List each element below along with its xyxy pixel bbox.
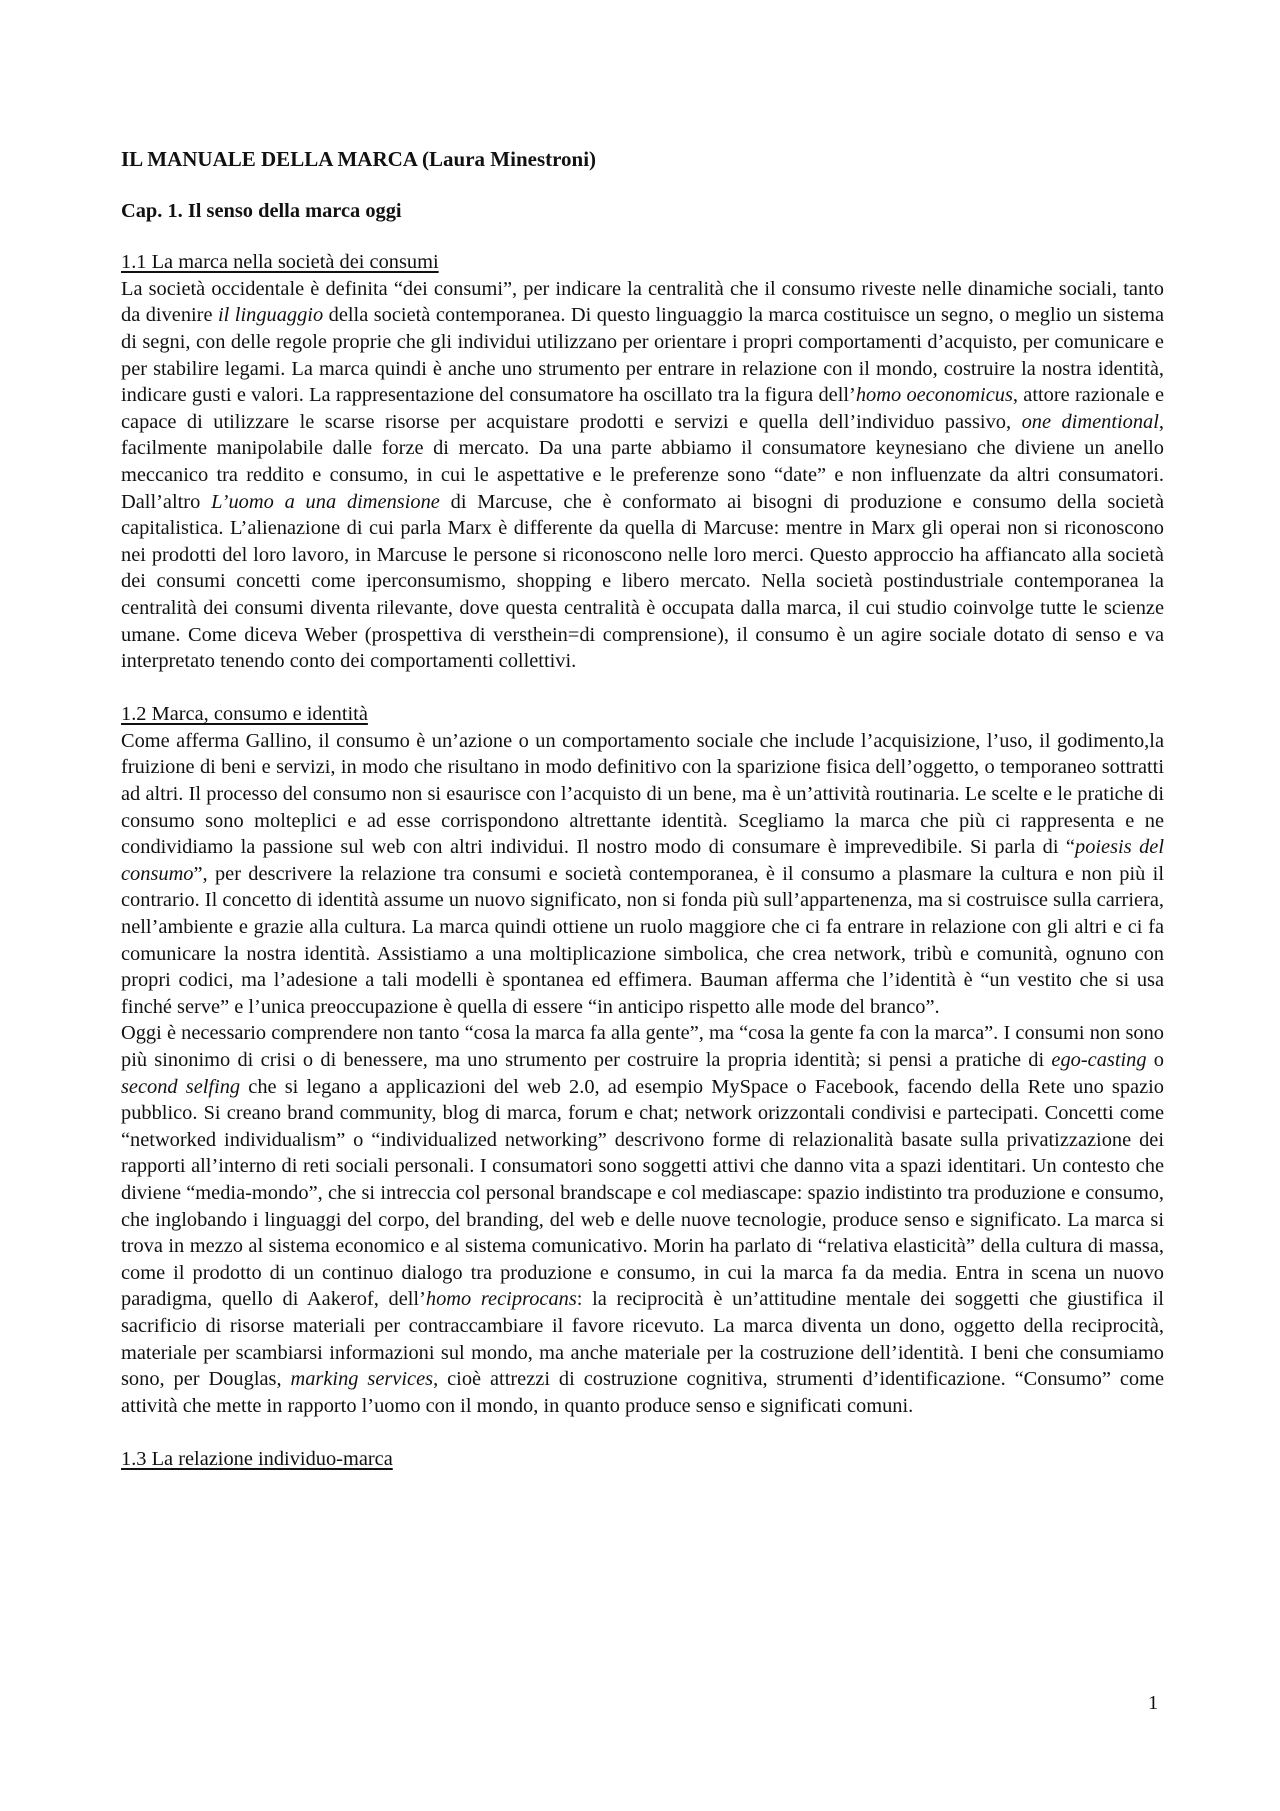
section-heading-1-3: 1.3 La relazione individuo-marca: [121, 1447, 393, 1470]
section-heading-1-2: 1.2 Marca, consumo e identità: [121, 703, 368, 726]
page-content: [121, 146, 1164, 1473]
text-run: : la reciprocità è un’attitudine mentale dei soggetti che giustifica il sacrificio di risorse materiali per contraccambiare il favore ricevuto. La marca diventa un dono, oggetto della reciprocità, materiale per scambiarsi informazioni sul mondo, ma anche materiale per la costruzione dell’identità. I beni che consumiamo sono, per Douglas,: [121, 1288, 1164, 1391]
chapter-title: Cap. 1. Il senso della marca oggi: [121, 199, 402, 222]
spacer: [121, 675, 1164, 702]
italic-term: il linguaggio: [218, 304, 324, 327]
text-run: La società occidentale è definita “dei consumi”, per indicare la centralità che il consumo riveste nelle dinamiche sociali, tanto da divenire: [121, 277, 1164, 327]
text-run: , cioè attrezzi di costruzione cognitiva, strumenti d’identificazione. “Consumo” come attività che mette in rapporto l’uomo con il mondo, in quanto produce senso e significati comuni.: [121, 1368, 1164, 1417]
italic-term: marking services: [290, 1368, 434, 1391]
section-1-1-paragraph: [121, 276, 1164, 675]
document-title: IL MANUALE DELLA MARCA (Laura Minestroni): [121, 147, 597, 171]
italic-term: one dimentional: [1021, 410, 1159, 433]
text-run: di Marcuse, che è conformato ai bisogni di produzione e consumo della società capitalistica. L’alienazione di cui parla Marx è differente da quella di Marcuse: mentre in Marx gli operai non si riconoscono nei prodotti del loro lavoro, in Marcuse le persone si riconoscono nelle loro merci. Questo approccio ha affiancato alla società dei consumi concetti come iperconsumismo, shopping e libero mercato. Nella società postindustriale contemporanea la centralità dei consumi diventa rilevante, dove questa centralità è occupata dalla marca, il cui studio coinvolge tutte le scienze umane. Come diceva Weber (prospettiva di versthein=di comprensione), il consumo è un agire sociale dotato di senso e va interpretato tenendo conto dei comportamenti collettivi.: [121, 490, 1164, 673]
italic-term: poiesis del consumo: [121, 836, 1164, 885]
spacer: [121, 1419, 1164, 1446]
section-heading-1-1: 1.1 La marca nella società dei consumi: [121, 251, 439, 274]
text-run: o: [1146, 1049, 1164, 1071]
italic-term: ego-casting: [1051, 1049, 1147, 1071]
text-run: che si legano a applicazioni del web 2.0, ad esempio MySpace o Facebook, facendo della Rete uno spazio pubblico. Si creano brand community, blog di marca, forum e chat; network orizzontali condivisi e partecipati. Concetti come “networked individualism” o “individualized networking” descrivono forme di relazionalità basate sulla privatizzazione dei rapporti all’interno di reti sociali personali. I consumatori sono soggetti attivi che danno vita a spazi identitari. Un contesto che diviene “media-mondo”, che si intreccia col personal brandscape e col mediascape: spazio indistinto tra produzione e consumo, che inglobando i linguaggi del corpo, del branding, del web e delle nuove tecnologie, produce senso e significato. La marca si trova in mezzo al sistema economico e al sistema comunicativo. Morin ha parlato di “relativa elasticità” della cultura di massa, come il prodotto di un continuo dialogo tra produzione e consumo, in cui la marca fa da media. Entra in scena un nuovo paradigma, quello di Aakerof, dell’: [121, 1075, 1164, 1311]
section-1-2-paragraph-2: [121, 1020, 1164, 1419]
italic-term: second selfing: [121, 1075, 241, 1098]
text-run: Oggi è necessario comprendere non tanto “cosa la marca fa alla gente”, ma “cosa la gente fa con la marca”. I consumi non sono più sinonimo di crisi o di benessere, ma uno strumento per costruire la propria identità; si pensi a pratiche di: [121, 1022, 1164, 1071]
italic-term: L’uomo a una dimensione: [211, 490, 440, 513]
italic-term: homo oeconomicus: [855, 384, 1013, 407]
page-number: 1: [1148, 1692, 1159, 1714]
italic-term: homo reciprocans: [425, 1288, 577, 1311]
text-run: , facilmente manipolabile dalle forze di mercato. Da una parte abbiamo il consumatore keynesiano che diviene un anello meccanico tra reddito e consumo, in cui le aspettative e le preferenze sono “date” e non influenzate da altri consumatori. Dall’altro: [121, 410, 1165, 513]
text-run: , attore razionale e capace di utilizzare le scarse risorse per acquistare prodotti e servizi e quella dell’individuo passivo,: [121, 384, 1164, 433]
text-run: Come afferma Gallino, il consumo è un’azione o un comportamento sociale che include l’acquisizione, l’uso, il godimento,la fruizione di beni e servizi, in modo che risultano in modo definitivo con la sparizione fisica dell’oggetto, o temporaneo sottratti ad altri. Il processo del consumo non si esaurisce con l’acquisto di un bene, ma è un’attività routinaria. Le scelte e le pratiche di consumo sono molteplici e ad esse corrispondono altrettante identità. Scegliamo la marca che più ci rappresenta e ne condividiamo la passione sul web con altri individui. Il nostro modo di consumare è imprevedibile. Si parla di “: [121, 729, 1164, 859]
text-run: della società contemporanea. Di questo linguaggio la marca costituisce un segno, o meglio un sistema di segni, con delle regole proprie che gli individui utilizzano per orientare i propri comportamenti d’acquisto, per comunicare e per stabilire legami. La marca quindi è anche uno strumento per entrare in relazione con il mondo, costruire la nostra identità, indicare gusti e valori. La rappresentazione del consumatore ha oscillato tra la figura dell’: [121, 304, 1164, 407]
text-run: ”, per descrivere la relazione tra consumi e società contemporanea, è il consumo a plasmare la cultura e non più il contrario. Il concetto di identità assume un nuovo significato, non si fonda più sull’appartenenza, ma si costruisce sulla carriera, nell’ambiente e grazie alla cultura. La marca quindi ottiene un ruolo maggiore che ci fa entrare in relazione con gli altri e ci fa comunicare la nostra identità. Assistiamo a una moltiplicazione simbolica, che crea network, tribù e comunità, ognuno con propri codici, ma l’adesione a tali modelli è spontanea ed effimera. Bauman afferma che l’identità è “un vestito che si usa finché serve” e l’unica preoccupazione è quella di essere “in anticipo rispetto alle mode del branco”.: [121, 862, 1164, 1018]
section-1-2-paragraph-1: [121, 728, 1164, 1021]
